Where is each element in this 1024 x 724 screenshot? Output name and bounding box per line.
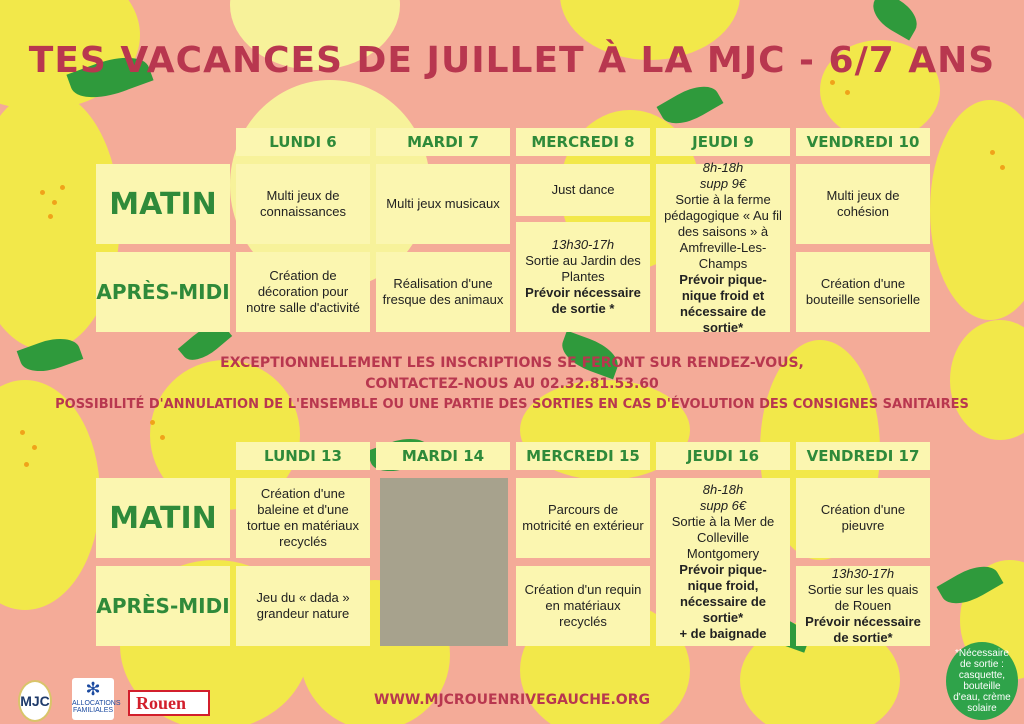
activity-cell: Création d'une baleine et d'une tortue en matériaux recyclés [236, 478, 370, 558]
activity-cell-full-day: 8h-18h supp 6€ Sortie à la Mer de Colleville Montgomery Prévoir pique-nique froid, nécessaire de sortie* + de baignade [656, 478, 790, 646]
activity-cell: Création d'une bouteille sensorielle [796, 252, 930, 332]
row-label-matin: MATIN [96, 478, 230, 558]
activity-cell-full-day: 8h-18h supp 9€ Sortie à la ferme pédagogique « Au fil des saisons » à Amfreville-Les-Champs Prévoir pique-nique froid et nécessaire de sortie* [656, 164, 790, 332]
row-label-matin: MATIN [96, 164, 230, 244]
outing-requirements-note: *Nécessaire de sortie : casquette, bouteille d'eau, crème solaire [946, 642, 1018, 720]
notice-line: CONTACTEZ-NOUS AU 02.32.81.53.60 [365, 376, 659, 392]
row-label-apres-midi: APRÈS-MIDI [96, 566, 230, 646]
activity-cell: 13h30-17h Sortie sur les quais de Rouen Prévoir nécessaire de sortie* [796, 566, 930, 646]
page-title: TES VACANCES DE JUILLET À LA MJC - 6/7 ANS [28, 40, 996, 81]
notice-line: POSSIBILITÉ D'ANNULATION DE L'ENSEMBLE OU UNE PARTIE DES SORTIES EN CAS D'ÉVOLUTION DES CONSIGNES SANITAIRES [55, 397, 969, 412]
caf-logo: ✻ ALLOCATIONS FAMILIALES [72, 678, 114, 720]
notice-line: EXCEPTIONNELLEMENT LES INSCRIPTIONS SE FERONT SUR RENDEZ-VOUS, [220, 355, 804, 371]
website-link[interactable]: WWW.MJCROUENRIVEGAUCHE.ORG [374, 692, 650, 708]
activity-cell: Réalisation d'une fresque des animaux [376, 252, 510, 332]
activity-cell: Création d'une pieuvre [796, 478, 930, 558]
day-header: MERCREDI 15 [516, 442, 650, 470]
day-header: LUNDI 6 [236, 128, 370, 156]
activity-cell: Multi jeux musicaux [376, 164, 510, 244]
day-header: VENDREDI 17 [796, 442, 930, 470]
day-header: MARDI 14 [376, 442, 510, 470]
unavailable-day-block [380, 478, 508, 646]
day-header: VENDREDI 10 [796, 128, 930, 156]
activity-cell: Création de décoration pour notre salle d'activité [236, 252, 370, 332]
day-header: MARDI 7 [376, 128, 510, 156]
activity-cell: 13h30-17h Sortie au Jardin des Plantes Prévoir nécessaire de sortie * [516, 222, 650, 332]
mjc-logo: MJC [18, 680, 52, 722]
day-header: MERCREDI 8 [516, 128, 650, 156]
row-label-apres-midi: APRÈS-MIDI [96, 252, 230, 332]
day-header: JEUDI 9 [656, 128, 790, 156]
day-header: JEUDI 16 [656, 442, 790, 470]
rouen-logo: Rouen [128, 690, 210, 716]
activity-cell: Multi jeux de connaissances [236, 164, 370, 244]
activity-cell: Jeu du « dada » grandeur nature [236, 566, 370, 646]
caf-emblem-icon: ✻ [85, 679, 101, 699]
activity-cell: Just dance [516, 164, 650, 216]
day-header: LUNDI 13 [236, 442, 370, 470]
activity-cell: Multi jeux de cohésion [796, 164, 930, 244]
activity-cell: Création d'un requin en matériaux recyclés [516, 566, 650, 646]
activity-cell: Parcours de motricité en extérieur [516, 478, 650, 558]
